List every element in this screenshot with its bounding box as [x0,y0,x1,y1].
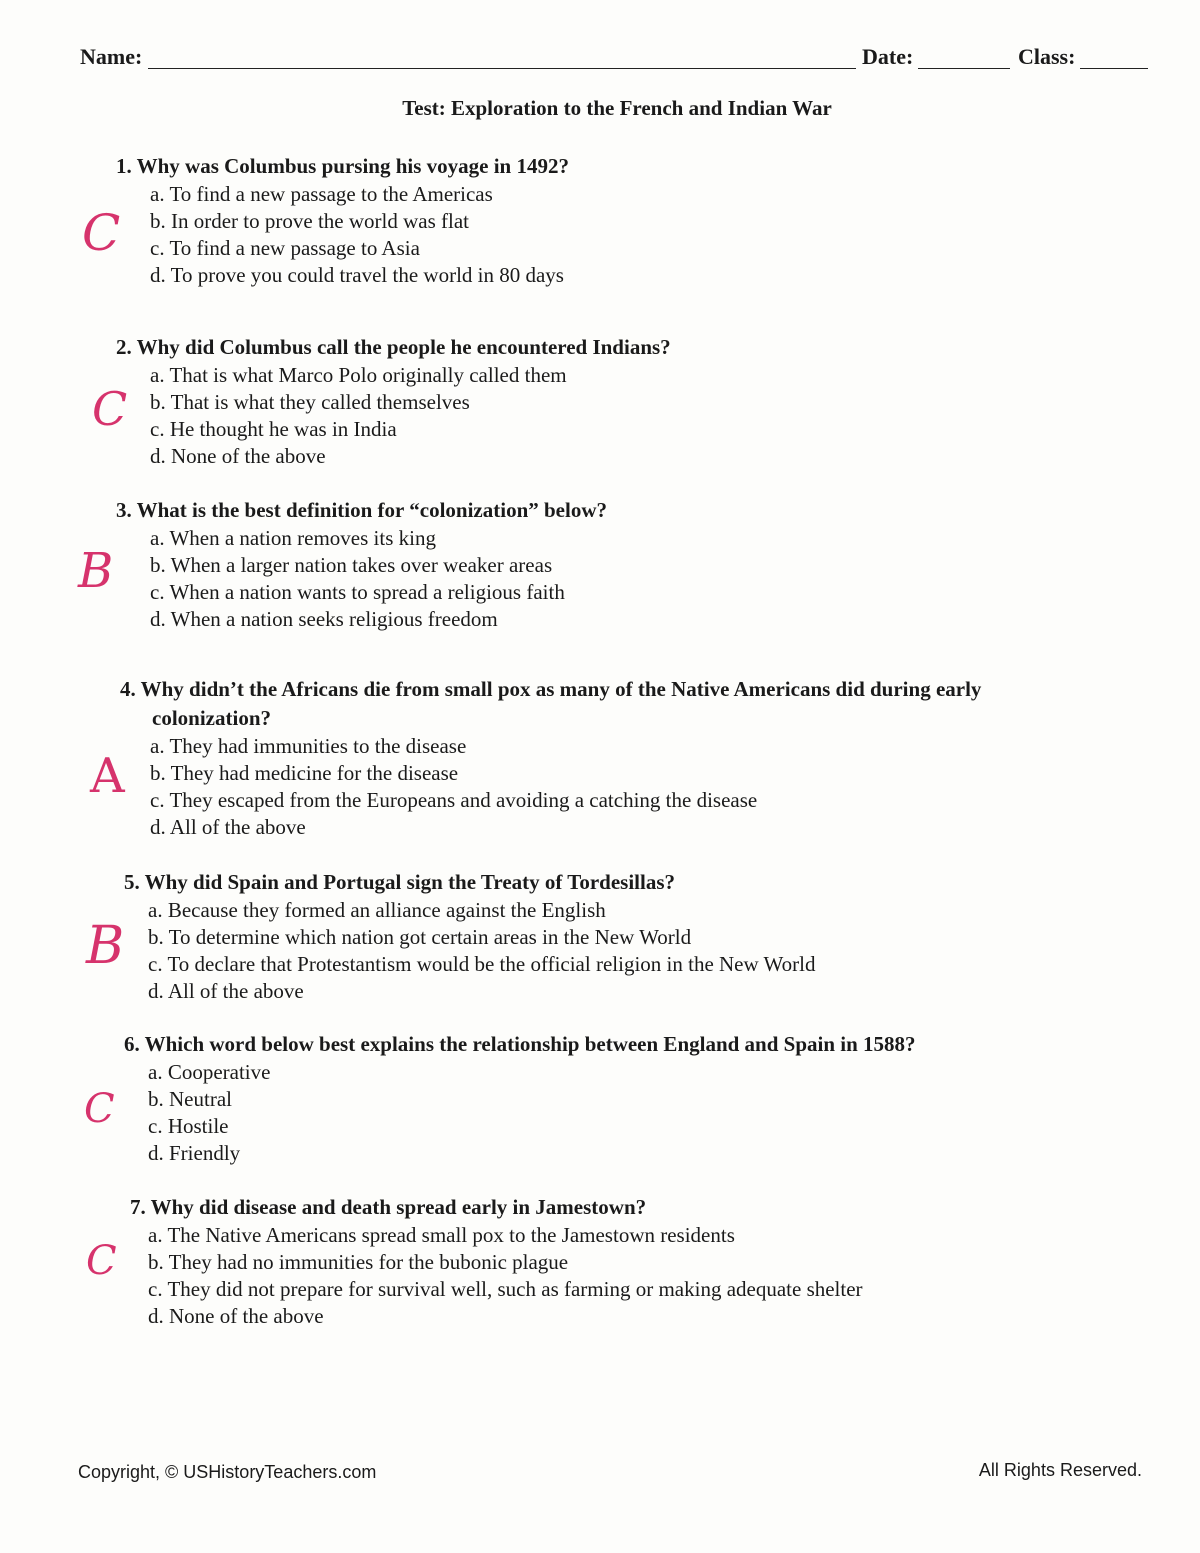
option-a[interactable]: a. They had immunities to the disease [150,734,467,758]
option-a[interactable]: a. To find a new passage to the Americas [150,182,493,206]
question-prompt: Why was Columbus pursing his voyage in 1492? [136,154,569,178]
test-title: Test: Exploration to the French and Indian War [402,96,832,120]
name-field[interactable] [148,68,856,69]
option-d[interactable]: d. When a nation seeks religious freedom [150,607,498,631]
option-c[interactable]: c. He thought he was in India [150,417,397,441]
option-d[interactable]: d. All of the above [150,815,306,839]
question-3 [116,496,607,633]
option-d[interactable]: d. To prove you could travel the world in 80 days [150,263,564,287]
question-text [130,1193,863,1222]
answer-options [116,525,607,633]
question-prompt: Why didn’t the Africans die from small pox as many of the Native Americans did during early [140,677,982,701]
question-prompt: Which word below best explains the relationship between England and Spain in 1588? [144,1032,916,1056]
option-d[interactable]: d. None of the above [150,444,326,468]
option-a[interactable]: a. Cooperative [148,1060,271,1084]
answer-options [116,181,569,289]
option-c[interactable]: c. They did not prepare for survival well, such as farming or making adequate shelter [148,1277,863,1301]
option-c[interactable]: c. When a nation wants to spread a religious faith [150,580,565,604]
question-text [116,333,671,362]
option-a[interactable]: a. The Native Americans spread small pox to the Jamestown residents [148,1223,735,1247]
question-number: 4. [120,677,136,701]
grade-mark: C [82,204,121,262]
question-number: 3. [116,498,132,522]
question-prompt-continued: colonization? [152,706,271,730]
option-d[interactable]: d. All of the above [148,979,304,1003]
option-c[interactable]: c. To declare that Protestantism would be the official religion in the New World [148,952,816,976]
option-a[interactable]: a. That is what Marco Polo originally called them [150,363,567,387]
grade-mark: C [86,1238,117,1284]
option-b[interactable]: b. They had no immunities for the bubonic plague [148,1250,569,1274]
class-label: Class: [1018,44,1076,69]
grade-mark: B [78,543,114,599]
question-number: 6. [124,1032,140,1056]
question-number: 5. [124,870,140,894]
class-field[interactable] [1080,68,1148,69]
answer-options [116,362,671,470]
question-text [116,152,569,181]
option-b[interactable]: b. When a larger nation takes over weaker areas [150,553,553,577]
question-prompt: Why did Columbus call the people he encountered Indians? [136,335,671,359]
date-label: Date: [862,44,914,69]
grade-mark: A [90,748,125,804]
question-number: 2. [116,335,132,359]
grade-mark: B [86,916,125,976]
answer-options [130,1222,863,1330]
copyright-notice: Copyright, © USHistoryTeachers.com [78,1462,377,1482]
answer-options [124,897,816,1005]
question-4 [120,675,981,841]
option-a[interactable]: a. When a nation removes its king [150,526,436,550]
question-prompt: Why did disease and death spread early in Jamestown? [150,1195,647,1219]
question-number: 1. [116,154,132,178]
option-b[interactable]: b. To determine which nation got certain areas in the New World [148,925,692,949]
option-b[interactable]: b. In order to prove the world was flat [150,209,469,233]
question-6 [124,1030,916,1167]
option-d[interactable]: d. None of the above [148,1304,324,1328]
question-text [124,868,816,897]
grade-mark: C [84,1086,115,1132]
date-field[interactable] [918,68,1010,69]
option-b[interactable]: b. That is what they called themselves [150,390,470,414]
name-label: Name: [80,44,143,69]
question-prompt: What is the best definition for “colonization” below? [136,498,607,522]
question-text [124,1030,916,1059]
question-number: 7. [130,1195,146,1219]
option-c[interactable]: c. Hostile [148,1114,229,1138]
option-a[interactable]: a. Because they formed an alliance against the English [148,898,606,922]
option-c[interactable]: c. To find a new passage to Asia [150,236,420,260]
grade-mark: C [92,382,128,436]
question-text [120,675,981,733]
option-b[interactable]: b. They had medicine for the disease [150,761,459,785]
answer-options [124,1059,916,1167]
question-7 [130,1193,863,1330]
answer-options [120,733,981,841]
option-b[interactable]: b. Neutral [148,1087,232,1111]
question-1 [116,152,569,289]
question-5 [124,868,816,1005]
rights-notice: All Rights Reserved. [978,1460,1142,1480]
header-row [80,40,1150,76]
question-text [116,496,607,525]
question-prompt: Why did Spain and Portugal sign the Treaty of Tordesillas? [144,870,675,894]
question-2 [116,333,671,470]
option-c[interactable]: c. They escaped from the Europeans and avoiding a catching the disease [150,788,758,812]
option-d[interactable]: d. Friendly [148,1141,241,1165]
